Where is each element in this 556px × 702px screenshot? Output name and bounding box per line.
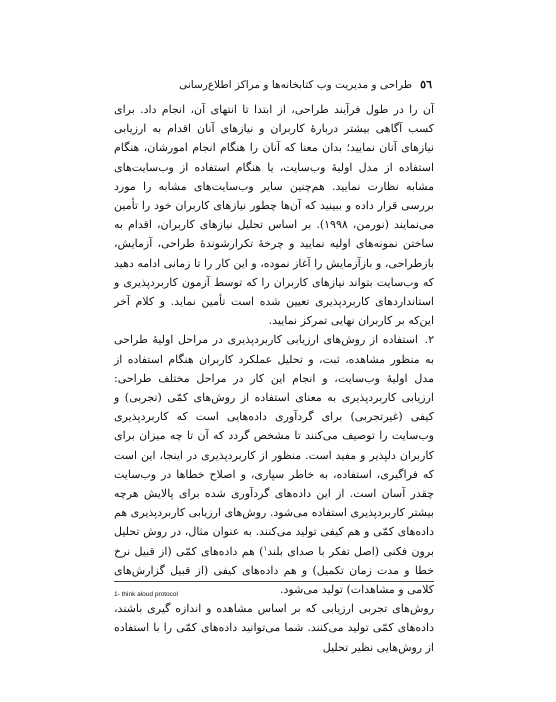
footnote: 1- think aloud protocol <box>114 591 178 598</box>
list-number: ۲. <box>424 333 434 347</box>
paragraph-3: روش‌های تجربی ارزیابی که بر اساس مشاهده و اندازه گیری باشند، داده‌های کمّی تولید می‌کنند. شما می‌توانید داده‌های کمّی را با استفاده از روش‌هایی نظیر تحلیل <box>114 602 434 654</box>
page-number: ٥٦ <box>420 78 432 91</box>
paragraph-2-numbered <box>114 330 434 599</box>
running-header <box>114 78 432 91</box>
paragraph-1: آن را در طول فرآیند طراحی، از ابتدا تا انتهای آن، انجام داد. برای کسب آگاهی بیشتر دربارهٔ کاربران و نیازهای آنان اقدام به ارزیابی نیازهای آنان نمایید؛ بدان معنا که آنان را هنگام انجام امورشان، هنگام استفاده از مدل اولیهٔ وب‌سایت، یا هنگام استفاده از وب‌سایت‌های مشابه نظارت نمایید. هم‌چنین سایر وب‌سایت‌های مشابه را مورد بررسی قرار داده و ببینید که آن‌ها چطور نیازهای کاربران خود را تأمین می‌نمایند (نورمن، ۱۹۹۸). بر اساس تحلیل نیازهای کاربران، اقدام به ساختن نمونه‌های اولیه نمایید و چرخهٔ تکرارشوندهٔ طراحی، آزمایش، بازطراحی، و بازآزمایش را آغاز نموده، و این کار را تا زمانی ادامه دهید که وب‌سایت بتواند نیازهای کاربران را که توسط آزمون کاربردپذیری و استانداردهای کاربردپذیری تعیین شده است تأمین نماید. و کلام آخر این‌که بر کاربران نهایی تمرکز نمایید. <box>114 103 434 328</box>
body-text <box>114 100 434 657</box>
paragraph-2-text-b: ) هم داده‌های کمّی (از قبیل نرخ خطا و مدت زمان تکمیل) و هم داده‌های کیفی (از قبیل گزارش‌های کلامی و مشاهدات) تولید می‌شود. <box>114 544 434 597</box>
footnote-divider <box>114 581 434 582</box>
footnote-marker: ۱ <box>263 544 268 553</box>
running-title: طراحی و مدیریت وب کتابخانه‌ها و مراکز اطلاع‌رسانی <box>179 78 413 91</box>
paragraph-2-text-a: استفاده از روش‌های ارزیابی کاربردپذیری در مراحل اولیهٔ طراحی به منظور مشاهده، ثبت، و تحلیل عملکرد کاربران هنگام استفاده از مدل اولیهٔ وب‌سایت، و انجام این کار در مراحل مختلف طراحی: ارزیابی کاربردپذیری به معنای استفاده از روش‌های کمّی (تجربی) و کیفی (غیرتجربی) برای گردآوری داده‌هایی است که کاربردپذیری وب‌سایت را توصیف می‌کنند تا مشخص گردد که آن تا چه میزان برای کاربران دلپذیر و مفید است. منظور از کاربردپذیری در اینجا، این است که فراگیری، استفاده، به خاطر سپاری، و اصلاح خطاها در وب‌سایت چقدر آسان است. از این داده‌های گردآوری شده برای پالایش هرچه بیشتر کاربردپذیری استفاده می‌شود. روش‌های ارزیابی کاربردپذیری هم داده‌های کمّی و هم کیفی تولید می‌کنند. به عنوان مثال، در روش تحلیل برون فکنی (اصل تفکر با صدای بلند <box>114 333 434 558</box>
